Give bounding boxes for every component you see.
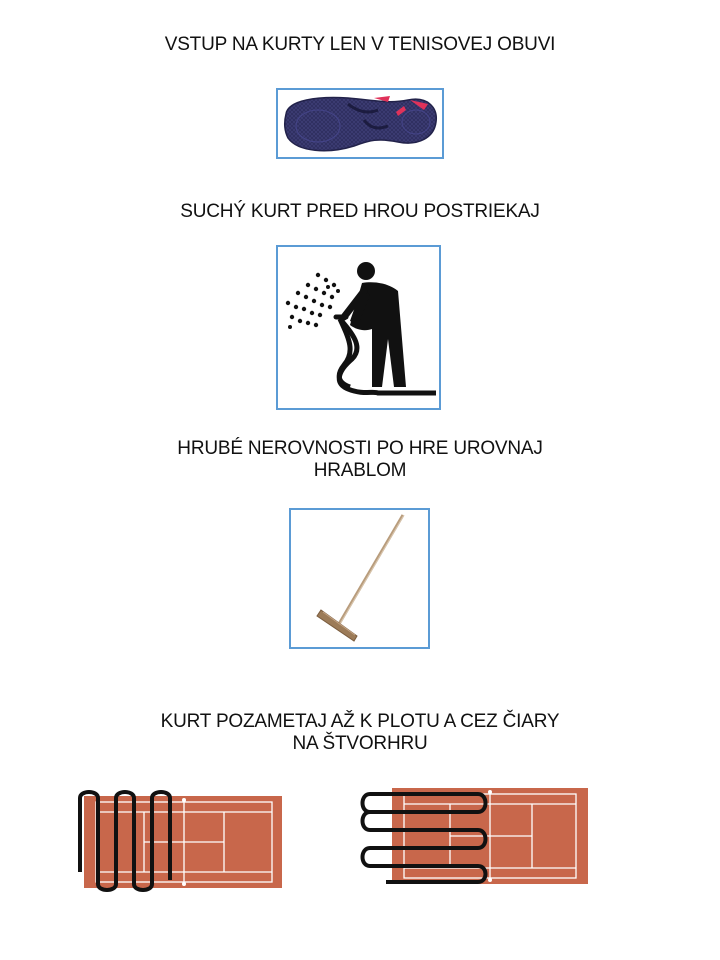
rule-4-caption-line1: KURT POZAMETAJ AŽ K PLOTU A CEZ ČIARY xyxy=(160,711,560,732)
court-rake-icon xyxy=(291,510,428,647)
rule-2-caption xyxy=(0,201,720,223)
rake-image-frame xyxy=(289,508,430,649)
rule-3-caption-line1: HRUBÉ NEROVNOSTI PO HRE UROVNAJ xyxy=(177,438,543,459)
rule-3-caption-line2: HRABLOM xyxy=(313,460,407,481)
shoe-sole-icon xyxy=(278,90,442,157)
rule-4-caption-line2: NA ŠTVORHRU xyxy=(292,733,428,754)
rule-3-caption xyxy=(0,438,720,482)
rule-4-caption xyxy=(0,711,720,755)
rule-2-caption-text: SUCHÝ KURT PRED HROU POSTRIEKAJ xyxy=(180,201,540,222)
person-watering-icon xyxy=(278,247,439,408)
court-sweep-diagram-vertical xyxy=(74,788,286,892)
court-sweep-diagram-horizontal xyxy=(356,784,592,890)
shoe-image-frame xyxy=(276,88,444,159)
watering-image-frame xyxy=(276,245,441,410)
rule-1-caption xyxy=(0,34,720,56)
rule-1-caption-text: VSTUP NA KURTY LEN V TENISOVEJ OBUVI xyxy=(164,34,556,55)
